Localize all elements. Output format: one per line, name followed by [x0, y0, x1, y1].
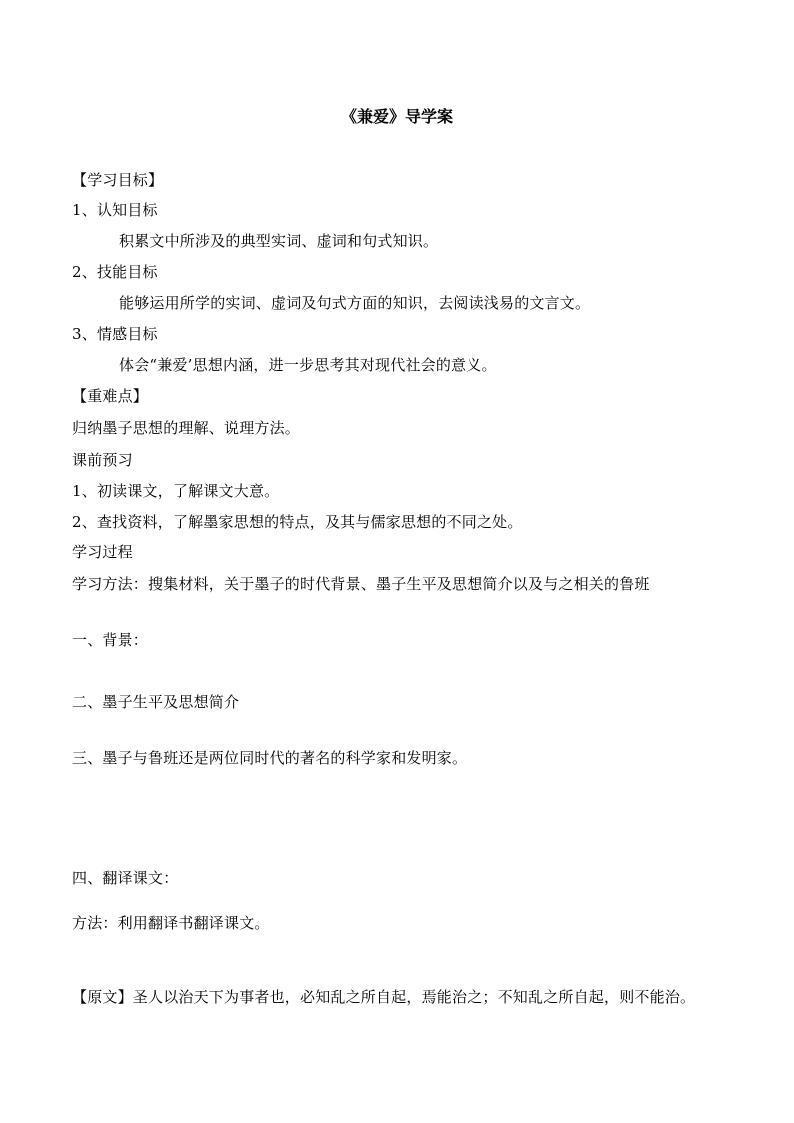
keypoints-heading: 【重难点】 — [72, 387, 149, 405]
method-text: 学习方法：搜集材料，关于墨子的时代背景、墨子生平及思想简介以及与之相关的鲁班 — [72, 575, 650, 593]
preview-item-2: 2、查找资料，了解墨家思想的特点，及其与儒家思想的不同之处。 — [72, 513, 523, 531]
objectives-heading: 【学习目标】 — [72, 171, 164, 189]
section-background: 一、背景： — [72, 631, 149, 649]
section-biography: 二、墨子生平及思想简介 — [72, 693, 240, 711]
preview-item-1: 1、初读课文，了解课文大意。 — [72, 482, 280, 500]
keypoints-text: 归纳墨子思想的理解、说理方法。 — [72, 419, 301, 437]
objective-2-text: 能够运用所学的实词、虚词及句式方面的知识，去阅读浅易的文言文。 — [119, 294, 591, 312]
objective-1-title: 1、认知目标 — [72, 201, 158, 219]
objective-1-text: 积累文中所涉及的典型实词、虚词和句式知识。 — [119, 232, 439, 250]
original-text: 【原文】圣人以治天下为事者也，必知乱之所自起，焉能治之；不知乱之所自起，则不能治。 — [72, 988, 696, 1006]
preview-heading: 课前预习 — [72, 451, 133, 469]
section-lu-ban: 三、墨子与鲁班还是两位同时代的著名的科学家和发明家。 — [72, 749, 468, 767]
process-heading: 学习过程 — [72, 543, 133, 561]
objective-3-text: 体会“兼爱’思想内涵，进一步思考其对现代社会的意义。 — [119, 356, 497, 374]
document-title: 《兼爱》导学案 — [340, 107, 453, 126]
translation-method: 方法：利用翻译书翻译课文。 — [72, 914, 270, 932]
section-translation: 四、翻译课文： — [72, 869, 179, 887]
objective-3-title: 3、情感目标 — [72, 325, 158, 343]
objective-2-title: 2、技能目标 — [72, 263, 158, 281]
